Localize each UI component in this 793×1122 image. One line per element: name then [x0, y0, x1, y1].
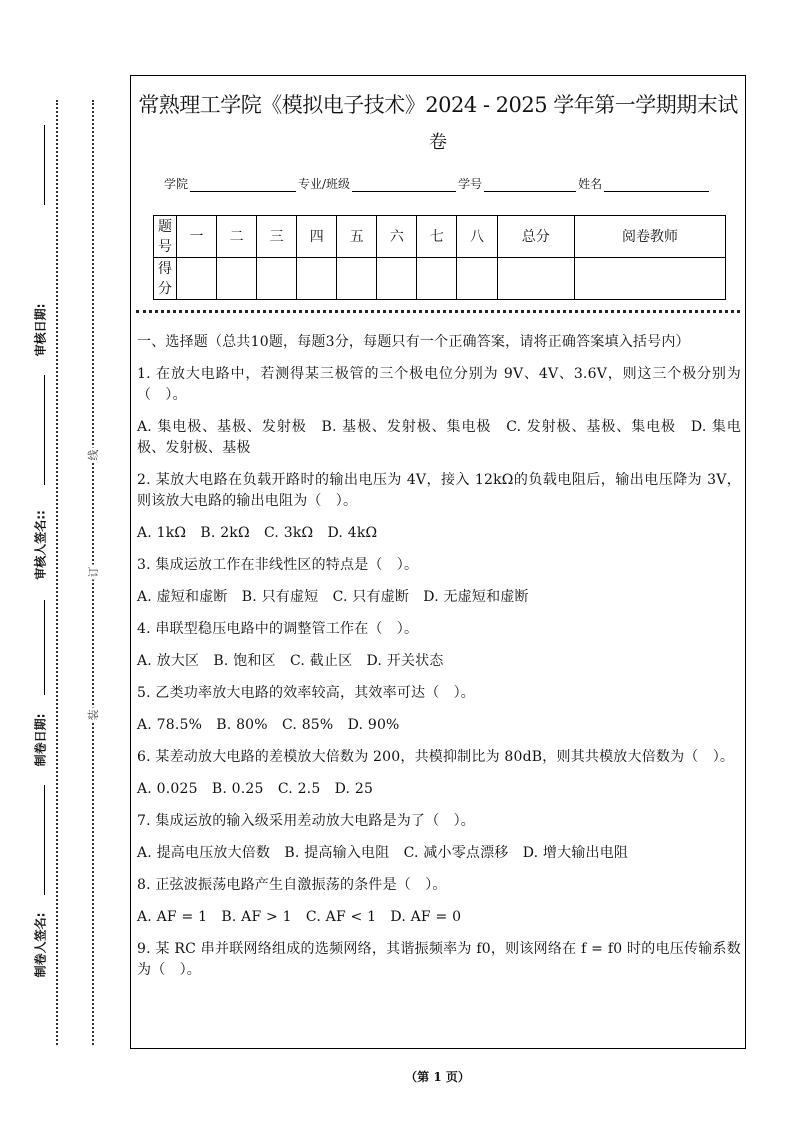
college-label: 学院	[164, 177, 189, 191]
table-header: 二	[217, 216, 257, 258]
page-number: （第 1 页）	[405, 1070, 470, 1084]
table-header: 三	[257, 216, 297, 258]
question-options: A. AF = 1 B. AF > 1 C. AF < 1 D. AF = 0	[137, 909, 462, 925]
table-header: 六	[377, 216, 417, 258]
exam-title-cont: 卷	[429, 132, 447, 153]
question-stem: 8. 正弦波振荡电路产生自激振荡的条件是（ ）。	[137, 877, 447, 893]
table-row	[154, 216, 726, 258]
question-stem: 2. 某放大电路在负载开路时的输出电压为 4V，接入 12kΩ的负载电阻后，输出电压降为 3V，则该放大电路的输出电阻为（ ）。	[137, 472, 741, 509]
title-block	[131, 90, 745, 156]
question-stem: 4. 串联型稳压电路中的调整管工作在（ ）。	[137, 621, 419, 637]
table-header: 一	[177, 216, 217, 258]
table-header: 阅卷教师	[575, 216, 726, 258]
question-options: A. 集电极、基极、发射极 B. 基极、发射极、集电极 C. 发射极、基极、集电极 D. 集电极、发射极、基极	[137, 419, 741, 456]
score-cell[interactable]	[457, 258, 497, 300]
binding-mark-bind: 装	[87, 709, 100, 721]
major-class-field[interactable]	[352, 178, 456, 192]
question-stem: 9. 某 RC 串并联网络组成的选频网络，其谐振频率为 f0，则该网络在 f = f0 时的电压传输系数为（ ）。	[137, 941, 741, 978]
section-heading: 一、选择题（总共10题，每题3分，每题只有一个正确答案，请将正确答案填入括号内）	[137, 334, 690, 350]
major-class-label: 专业/班级	[298, 177, 351, 191]
exam-page	[130, 75, 746, 1049]
score-cell[interactable]	[177, 258, 217, 300]
reviewer-signature-label: 审核人签名::	[33, 510, 48, 580]
score-cell[interactable]	[217, 258, 257, 300]
name-field[interactable]	[604, 178, 709, 192]
signature-line	[44, 375, 45, 485]
question-stem: 7. 集成运放的输入级采用差动放大电路是为了（ ）。	[137, 813, 476, 829]
signature-line	[44, 785, 45, 895]
question-options: A. 虚短和虚断 B. 只有虚短 C. 只有虚断 D. 无虚短和虚断	[137, 589, 529, 605]
binding-mark-staple: 订	[87, 566, 100, 578]
student-info	[164, 175, 711, 192]
score-cell[interactable]	[497, 258, 575, 300]
score-table	[153, 215, 726, 300]
student-id-field[interactable]	[484, 178, 576, 192]
question-options: A. 0.025 B. 0.25 C. 2.5 D. 25	[137, 781, 374, 797]
question-options: A. 1kΩ B. 2kΩ C. 3kΩ D. 4kΩ	[137, 525, 378, 541]
question-options: A. 放大区 B. 饱和区 C. 截止区 D. 开关状态	[137, 653, 444, 669]
question-stem: 6. 某差动放大电路的差模放大倍数为 200，共模抑制比为 80dB，则其共模放大倍数为（ ）。	[137, 749, 735, 765]
score-cell[interactable]	[257, 258, 297, 300]
question-stem: 1. 在放大电路中，若测得某三极管的三个极电位分别为 9V、4V、3.6V，则这三个极分别为（ ）。	[137, 366, 741, 403]
name-label: 姓名	[578, 177, 603, 191]
question-section	[137, 332, 741, 992]
question-options: A. 78.5% B. 80% C. 85% D. 90%	[137, 717, 400, 733]
table-header: 七	[417, 216, 457, 258]
table-header: 题号	[154, 216, 177, 258]
divider	[136, 310, 740, 313]
signature-line	[44, 600, 45, 695]
cut-line-outer	[56, 100, 58, 1045]
student-id-label: 学号	[458, 177, 483, 191]
score-cell[interactable]	[417, 258, 457, 300]
preparer-signature-label: 制卷人签名:	[33, 912, 48, 978]
score-cell[interactable]	[575, 258, 726, 300]
exam-title: 常熟理工学院《模拟电子技术》2024 - 2025 学年第一学期期末试	[138, 93, 738, 117]
binding-mark-line: 线	[87, 449, 100, 461]
paper-date-label: 制卷日期:	[33, 713, 48, 767]
college-field[interactable]	[190, 178, 296, 192]
signature-line	[44, 125, 45, 205]
question-stem: 3. 集成运放工作在非线性区的特点是（ ）。	[137, 557, 419, 573]
score-cell[interactable]	[337, 258, 377, 300]
table-header: 五	[337, 216, 377, 258]
question-stem: 5. 乙类功率放大电路的效率较高，其效率可达（ ）。	[137, 685, 476, 701]
table-header: 四	[297, 216, 337, 258]
score-cell[interactable]	[297, 258, 337, 300]
score-cell[interactable]	[377, 258, 417, 300]
table-row	[154, 258, 726, 300]
table-header: 总分	[497, 216, 575, 258]
table-header: 得分	[154, 258, 177, 300]
table-header: 八	[457, 216, 497, 258]
review-date-label: 审核日期:	[33, 303, 48, 357]
question-options: A. 提高电压放大倍数 B. 提高输入电阻 C. 减小零点漂移 D. 增大输出电阻	[137, 845, 629, 861]
